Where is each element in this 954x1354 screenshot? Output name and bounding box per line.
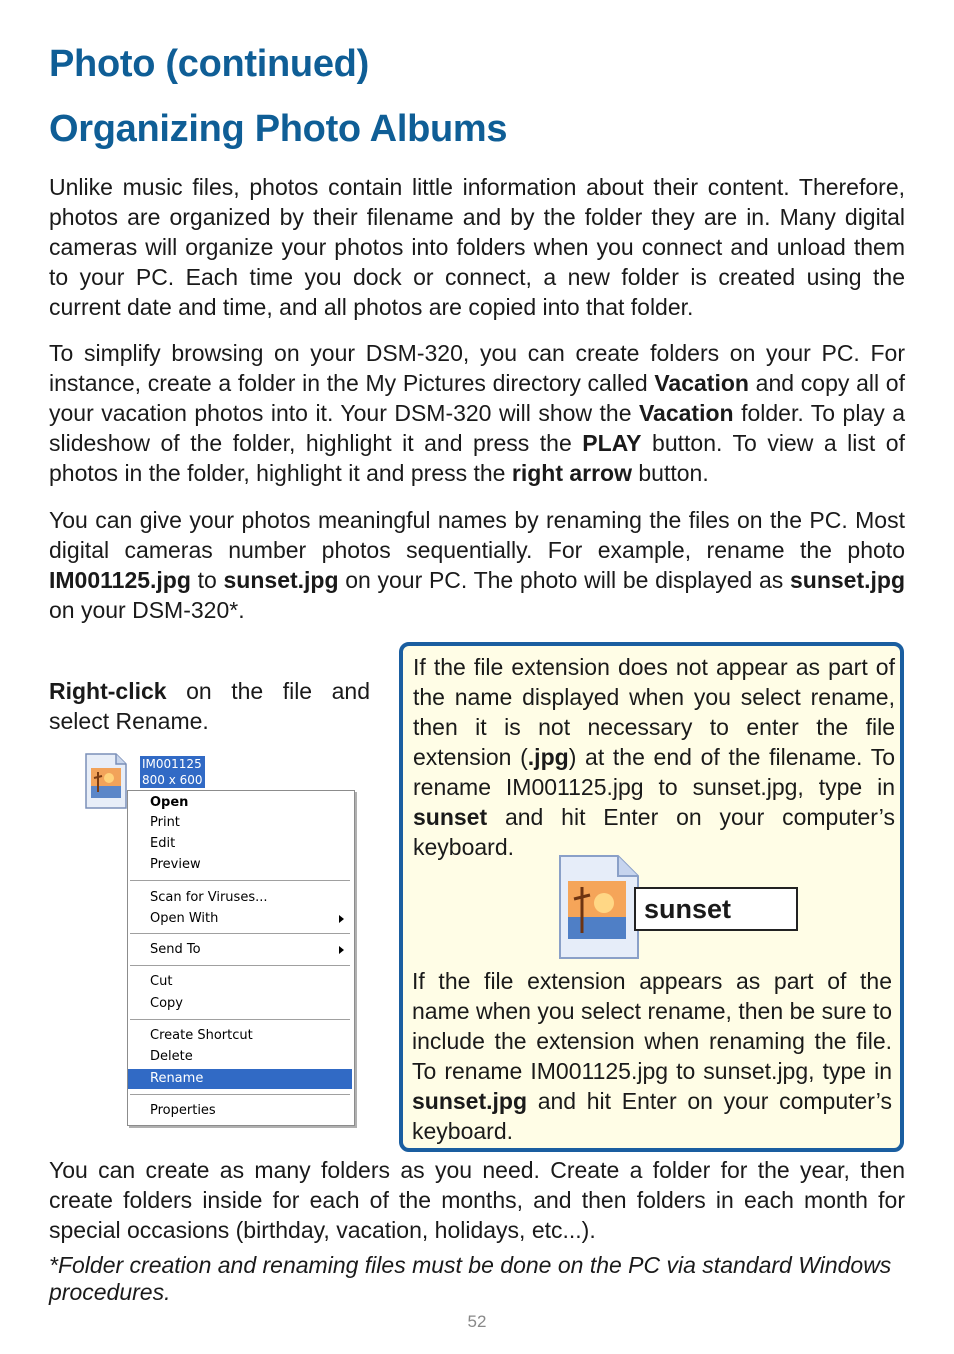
menu-item-open-with[interactable] [128, 909, 352, 929]
page-title: Photo (continued) [49, 43, 369, 85]
text-run: button. To view a list of photos in the folder, highlight it and press the [49, 430, 905, 486]
context-menu-figure [80, 750, 360, 1130]
file-name: IM001125 [142, 757, 202, 771]
menu-item-delete[interactable]: Delete [150, 1049, 193, 1064]
text-run: and copy all of your vacation photos into it. Your DSM-320 will show the [49, 370, 905, 426]
menu-item-send-to[interactable] [128, 940, 352, 960]
menu-item-open[interactable]: Open [150, 795, 189, 810]
bold-term: sunset.jpg [412, 1088, 528, 1114]
bold-term: .jpg [527, 744, 569, 770]
bold-term: Right-click [49, 678, 167, 704]
text-run: to [190, 567, 224, 593]
submenu-arrow-icon [339, 915, 344, 923]
file-name-label[interactable] [140, 756, 205, 788]
menu-item-scan-for-viruses[interactable]: Scan for Viruses... [150, 890, 268, 905]
right-click-instruction [49, 676, 370, 736]
menu-item-create-shortcut[interactable]: Create Shortcut [150, 1028, 253, 1043]
menu-item-rename[interactable]: Rename [128, 1069, 352, 1089]
tip-with-extension [412, 966, 892, 1146]
bold-term: right arrow [511, 460, 632, 486]
intro-paragraph: Unlike music files, photos contain little information about their content. Therefore, photos are organized by their filename and by the folder they are in. Many digital cameras will organize your photos into folders when you connect and unload them to your PC. Each time you dock or connect, a new folder is created using the current date and time, and all photos are copied into that folder. [49, 174, 905, 320]
context-menu [127, 790, 355, 1126]
image-file-icon[interactable] [82, 752, 130, 810]
sunset-image-file-icon [556, 853, 642, 961]
renaming-paragraph [49, 505, 905, 625]
menu-item-copy[interactable]: Copy [150, 996, 183, 1011]
menu-separator [130, 1094, 350, 1096]
bold-term: PLAY [582, 430, 642, 456]
bold-term: IM001125.jpg [49, 567, 191, 593]
menu-separator [130, 1019, 350, 1021]
rename-tip-box [399, 642, 904, 1152]
menu-item-cut[interactable]: Cut [150, 974, 173, 989]
tip-no-extension [413, 652, 895, 862]
text-run: on your DSM-320*. [49, 597, 245, 623]
text-run: If the file extension appears as part of the name when you select rename, then be sure to include the extension when renaming the file. To rename IM001125.jpg to sunset.jpg, type in [412, 968, 892, 1084]
text-run: ) at the end of the filename. To rename IM001125.jpg to sunset.jpg, type in [413, 744, 895, 800]
text-run: If the file extension does not appear as part of the name displayed when you select rename, then it is not necessary to enter the file extension ( [413, 654, 895, 770]
text-run: on the file and select Rename. [49, 678, 370, 734]
section-title: Organizing Photo Albums [49, 108, 508, 150]
menu-item-edit[interactable]: Edit [150, 836, 176, 851]
menu-item-label: Open With [150, 911, 219, 926]
menu-item-preview[interactable]: Preview [150, 857, 201, 872]
bold-term: sunset.jpg [223, 567, 339, 593]
text-run: and hit Enter on your computer’s keyboard. [413, 804, 895, 860]
menu-item-print[interactable]: Print [150, 815, 180, 830]
folder-structure-paragraph: You can create as many folders as you need. Create a folder for the year, then create folders inside for each of the months, and then folders in each month for special occasions (birthday, vacation, holidays, etc...). [49, 1157, 905, 1243]
bold-term: sunset [413, 804, 488, 830]
page-number: 52 [467, 1312, 487, 1331]
bold-term: sunset.jpg [789, 567, 905, 593]
text-run: You can give your photos meaningful names by renaming the files on the PC. Most digital cameras number photos sequentially. For example, rename the photo [49, 507, 905, 563]
menu-item-properties[interactable]: Properties [150, 1103, 216, 1118]
rename-field[interactable]: sunset [634, 887, 798, 931]
text-run: on your PC. The photo will be displayed as [338, 567, 790, 593]
menu-item-label: Send To [150, 942, 201, 957]
menu-separator [130, 933, 350, 935]
text-run: and hit Enter on your computer’s keyboard. [412, 1088, 892, 1144]
menu-separator [130, 880, 350, 882]
footnote: *Folder creation and renaming files must be done on the PC via standard Windows procedures. [49, 1252, 892, 1305]
text-run: button. [632, 460, 709, 486]
file-dimensions: 800 x 600 [142, 773, 203, 787]
bold-term: Vacation [654, 370, 749, 396]
text-run: To simplify browsing on your DSM-320, you can create folders on your PC. For instance, create a folder in the My Pictures directory called [49, 340, 905, 396]
text-run: folder. To play a slideshow of the folder, highlight it and press the [49, 400, 905, 456]
bold-term: Vacation [638, 400, 734, 426]
menu-separator [130, 965, 350, 967]
submenu-arrow-icon [339, 946, 344, 954]
folders-paragraph [49, 338, 905, 488]
